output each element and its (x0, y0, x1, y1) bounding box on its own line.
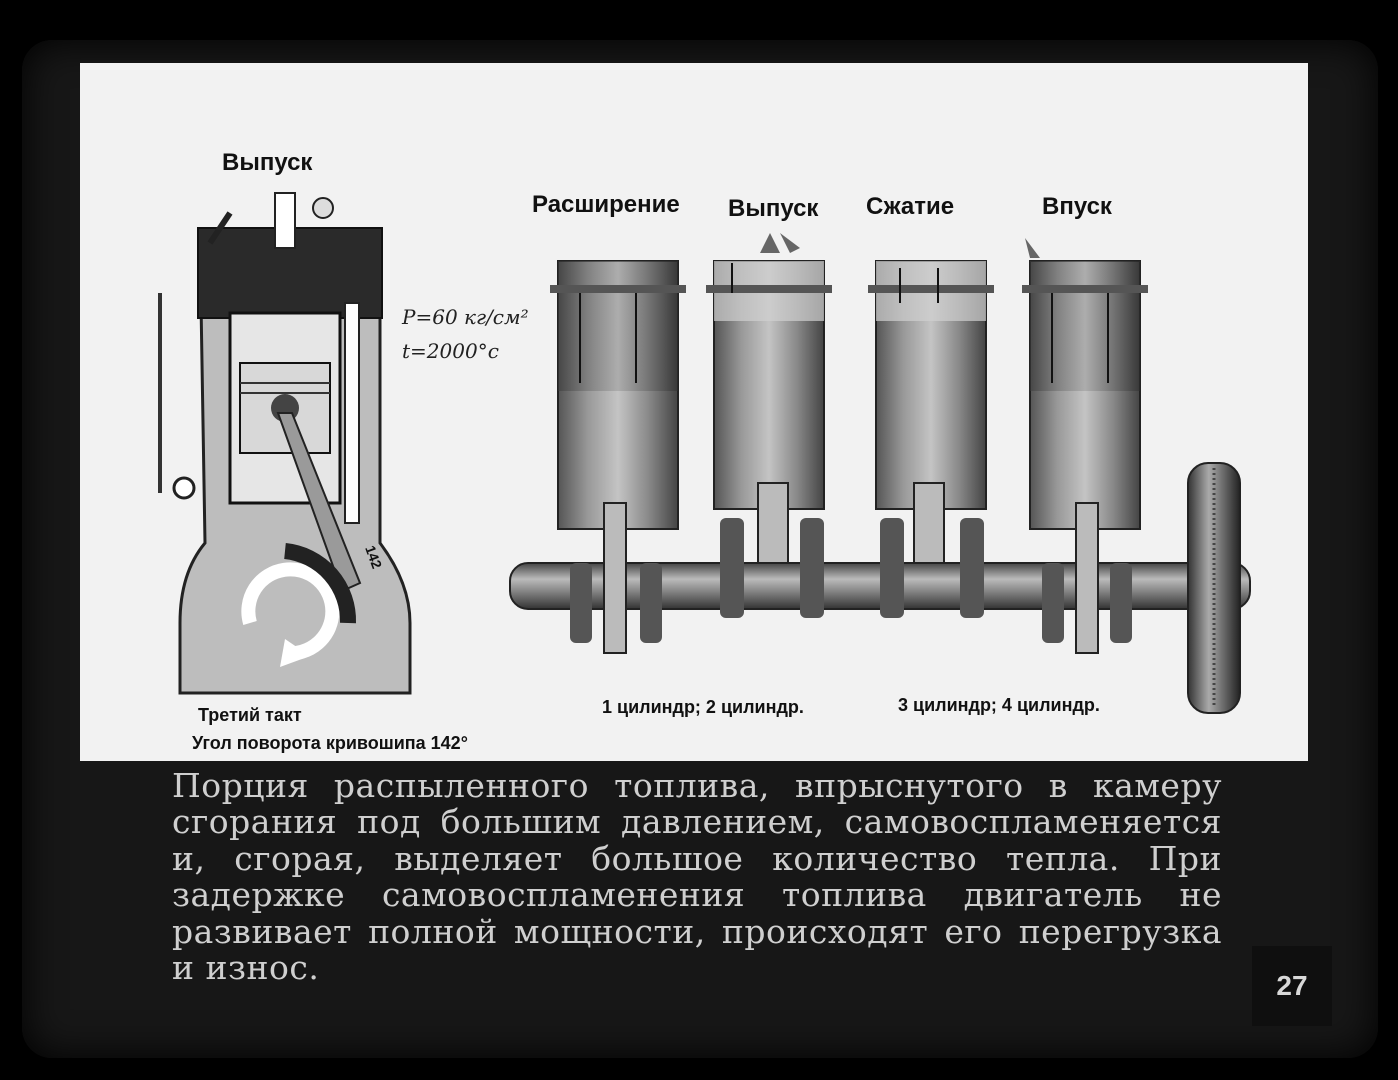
page-number: 27 (1252, 946, 1332, 1026)
angle-marker-label: 142 (362, 543, 386, 571)
cylinder-2 (706, 233, 832, 618)
valve-rod (345, 303, 359, 523)
cylinder-group-1-label: 1 цилиндр; 2 цилиндр. (602, 697, 804, 717)
cylinder-3-label: Сжатие (866, 193, 955, 220)
flywheel (1188, 463, 1240, 713)
cylinder-2-label: Выпуск (728, 195, 819, 222)
cylinder-1-label: Расширение (532, 191, 680, 218)
slide-caption: Порция распыленного топлива, впрыснутого в камеру сгорания под большим давлением, самовоспламеняется и, сгорая, выделяет большое количество тепла. При задержке самовоспламенения топлива двигатель не развивает полной мощности, происходят его перегрузка и износ. (172, 766, 1222, 988)
left-caption-line2: Угол поворота кривошипа 142° (192, 733, 468, 753)
cylinder-group-2-label: 3 цилиндр; 4 цилиндр. (898, 695, 1100, 715)
left-stroke-label: Выпуск (222, 149, 313, 176)
intake-arrow-icon (1025, 238, 1040, 258)
cylinder-4-label: Впуск (1042, 193, 1112, 220)
diagram-panel (80, 63, 1308, 761)
pressure-label: P=60 кг/см² (402, 305, 529, 329)
engine-cross-section (160, 193, 410, 693)
exhaust-arrow-icon (760, 233, 800, 253)
temperature-label: t=2000°c (402, 339, 499, 363)
left-caption-line1: Третий такт (198, 705, 302, 725)
